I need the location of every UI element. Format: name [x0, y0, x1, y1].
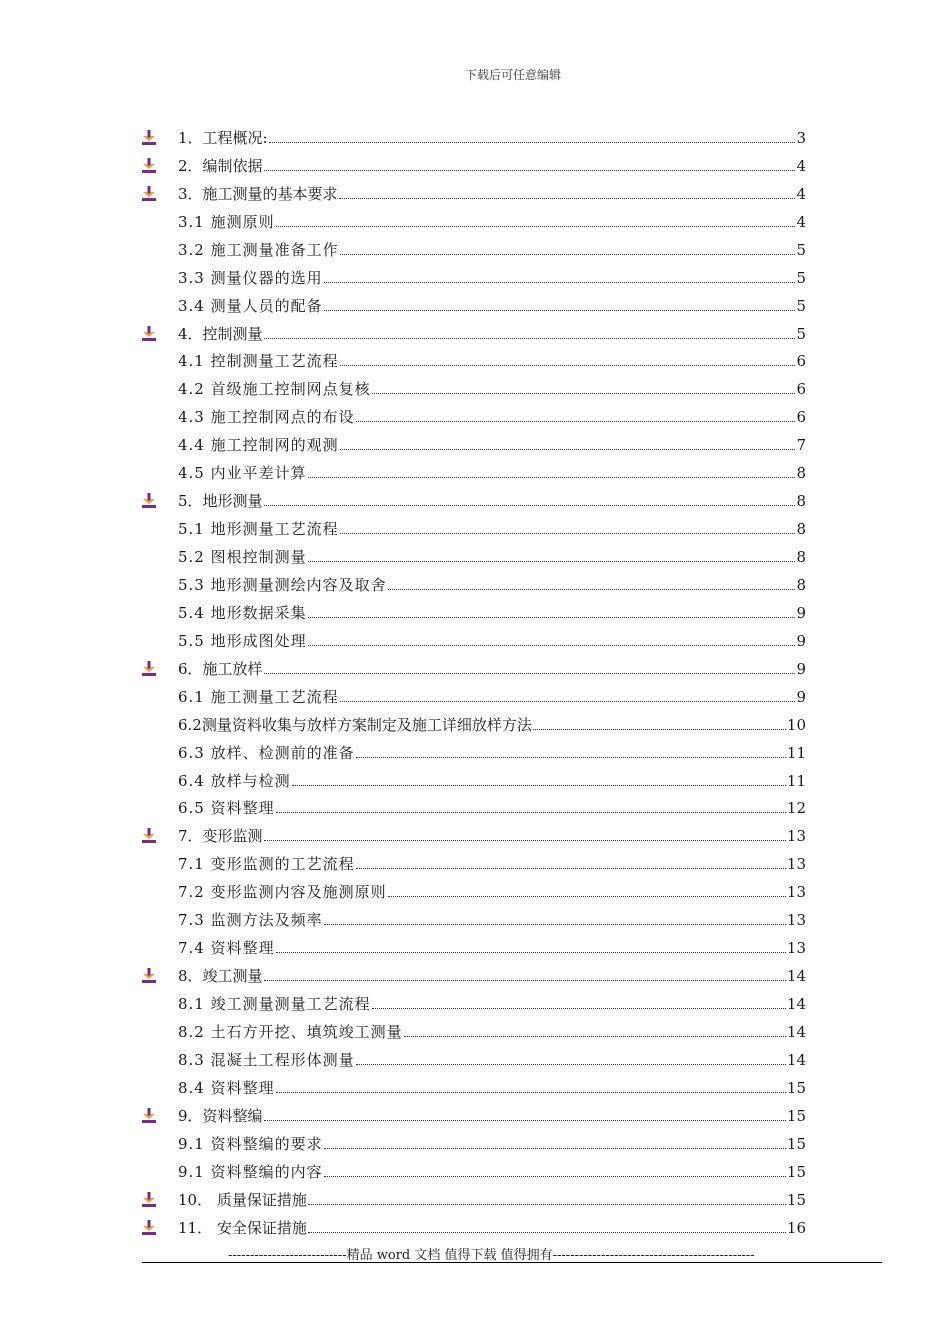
toc-page-number: 8 — [796, 492, 806, 511]
toc-entry-label: 2．编制依据 — [178, 156, 263, 175]
toc-entry[interactable] — [142, 1069, 806, 1097]
toc-entry[interactable] — [142, 1097, 806, 1125]
toc-entry-label: 6.3 放样、检测前的准备 — [178, 743, 355, 762]
toc-page-number: 3 — [796, 128, 806, 147]
toc-page-number: 8 — [796, 575, 806, 594]
toc-entry[interactable] — [142, 147, 806, 175]
indent-spacer — [142, 213, 178, 231]
toc-page-number: 12 — [786, 799, 806, 818]
toc-page-number: 4 — [796, 156, 806, 175]
dot-leader — [308, 617, 796, 618]
indent-spacer — [142, 380, 178, 398]
dot-leader — [264, 1120, 786, 1121]
dot-leader — [308, 477, 796, 478]
toc-page-number: 15 — [786, 1190, 806, 1209]
toc-entry[interactable] — [142, 538, 806, 566]
dot-leader — [276, 812, 786, 813]
indent-spacer — [142, 855, 178, 873]
toc-page-number: 15 — [786, 1106, 806, 1125]
indent-spacer — [142, 632, 178, 650]
toc-entry[interactable] — [142, 1125, 806, 1153]
toc-page-number: 6 — [796, 352, 806, 371]
toc-page-number: 9 — [796, 603, 806, 622]
toc-page-number: 13 — [786, 939, 806, 958]
footer-banner: ---------------------------精品 word 文档 值得下载 值得拥有---------------------------------------------- — [228, 1248, 755, 1263]
toc-page-number: 5 — [796, 324, 806, 343]
toc-entry-label: 6.4 放样与检测 — [178, 771, 291, 790]
toc-entry-label: 4.1 控制测量工艺流程 — [178, 352, 339, 371]
toc-page-number: 13 — [786, 883, 806, 902]
arrow-down-bullet-icon — [142, 185, 178, 203]
indent-spacer — [142, 744, 178, 762]
arrow-down-bullet-icon — [142, 1107, 178, 1125]
toc-entry-label: 7.4 资料整理 — [178, 939, 275, 958]
toc-page-number: 14 — [786, 967, 806, 986]
toc-entry[interactable] — [142, 678, 806, 706]
toc-page-number: 8 — [796, 520, 806, 539]
toc-entry[interactable] — [142, 119, 806, 147]
toc-entry-label: 3.1 施测原则 — [178, 212, 275, 231]
arrow-down-bullet-icon — [142, 129, 178, 147]
dot-leader — [340, 449, 796, 450]
dot-leader — [388, 896, 786, 897]
toc-entry[interactable] — [142, 482, 806, 510]
dot-leader — [372, 393, 796, 394]
toc-entry-label: 5.5 地形成图处理 — [178, 631, 307, 650]
toc-entry-label: 10． 质量保证措施 — [178, 1190, 307, 1209]
toc-entry-label: 5.4 地形数据采集 — [178, 603, 307, 622]
toc-page-number: 13 — [786, 855, 806, 874]
toc-page-number: 16 — [786, 1218, 806, 1237]
indent-spacer — [142, 520, 178, 538]
indent-spacer — [142, 241, 178, 259]
arrow-down-bullet-icon — [142, 1219, 178, 1237]
arrow-down-bullet-icon — [142, 157, 178, 175]
toc-entry[interactable] — [142, 873, 806, 901]
indent-spacer — [142, 548, 178, 566]
toc-entry[interactable] — [142, 957, 806, 985]
toc-entry[interactable] — [142, 398, 806, 426]
toc-entry-label: 4.3 施工控制网点的布设 — [178, 408, 355, 427]
toc-entry-label: 8.3 混凝土工程形体测量 — [178, 1050, 355, 1069]
dot-leader — [264, 980, 786, 981]
toc-page-number: 14 — [786, 1022, 806, 1041]
toc-entry[interactable] — [142, 1153, 806, 1181]
dot-leader — [324, 1176, 786, 1177]
dot-leader — [340, 254, 796, 255]
toc-entry-label: 8.4 资料整理 — [178, 1078, 275, 1097]
toc-entry[interactable] — [142, 1209, 806, 1237]
dot-leader — [372, 1008, 786, 1009]
dot-leader — [356, 421, 796, 422]
toc-entry[interactable] — [142, 1181, 806, 1209]
toc-page-number: 13 — [786, 911, 806, 930]
indent-spacer — [142, 939, 178, 957]
toc-entry[interactable] — [142, 175, 806, 203]
arrow-down-bullet-icon — [142, 967, 178, 985]
toc-entry[interactable] — [142, 203, 806, 231]
toc-entry-label: 5.2 图根控制测量 — [178, 548, 307, 566]
indent-spacer — [142, 436, 178, 454]
toc-entry[interactable] — [142, 901, 806, 929]
dot-leader — [269, 142, 796, 143]
toc-entry[interactable] — [142, 1041, 806, 1069]
dot-leader — [404, 1036, 786, 1037]
indent-spacer — [142, 352, 178, 370]
toc-entry-label: 3.2 施工测量准备工作 — [178, 240, 339, 259]
toc-entry[interactable] — [142, 370, 806, 398]
dot-leader — [340, 701, 796, 702]
dot-leader — [292, 785, 786, 786]
toc-page-number: 9 — [796, 631, 806, 650]
dot-leader — [276, 1092, 786, 1093]
toc-entry[interactable] — [142, 734, 806, 762]
toc-entry-label: 8．竣工测量 — [178, 967, 263, 986]
toc-entry-label: 9.1 资料整编的内容 — [178, 1162, 323, 1181]
toc-entry-label: 3.3 测量仪器的选用 — [178, 268, 323, 287]
arrow-down-bullet-icon — [142, 827, 178, 845]
toc-entry[interactable] — [142, 790, 806, 818]
toc-page-number: 4 — [796, 184, 806, 203]
dot-leader — [308, 1204, 786, 1205]
table-of-contents — [142, 119, 806, 1237]
toc-page-number: 8 — [796, 548, 806, 566]
toc-entry-label: 5．地形测量 — [178, 492, 263, 511]
toc-page-number: 5 — [796, 240, 806, 259]
toc-entry-label: 5.1 地形测量工艺流程 — [178, 520, 339, 539]
toc-page-number: 9 — [796, 659, 806, 678]
toc-entry-label: 7．变形监测 — [178, 827, 263, 846]
toc-entry-label: 6.2测量资料收集与放样方案制定及施工详细放样方法 — [178, 715, 532, 734]
indent-spacer — [142, 799, 178, 817]
toc-page-number: 11 — [786, 743, 806, 762]
toc-page-number: 10 — [786, 715, 806, 734]
toc-entry[interactable] — [142, 845, 806, 873]
toc-page-number: 6 — [796, 408, 806, 427]
toc-entry[interactable] — [142, 762, 806, 790]
dot-leader — [388, 589, 796, 590]
toc-page-number: 6 — [796, 380, 806, 399]
toc-entry-label: 3.4 测量人员的配备 — [178, 296, 323, 315]
dot-leader — [324, 282, 796, 283]
toc-entry[interactable] — [142, 817, 806, 845]
toc-page-number: 13 — [786, 827, 806, 846]
toc-entry-label: 11． 安全保证措施 — [178, 1218, 307, 1237]
toc-entry-label: 6．施工放样 — [178, 659, 263, 678]
toc-entry[interactable] — [142, 287, 806, 315]
dot-leader — [264, 170, 796, 171]
indent-spacer — [142, 464, 178, 482]
toc-entry[interactable] — [142, 622, 806, 650]
indent-spacer — [142, 1163, 178, 1181]
toc-entry-label: 3．施工测量的基本要求 — [178, 184, 338, 203]
dot-leader — [356, 1064, 786, 1065]
toc-entry[interactable] — [142, 929, 806, 957]
toc-entry[interactable] — [142, 594, 806, 622]
indent-spacer — [142, 688, 178, 706]
arrow-down-bullet-icon — [142, 660, 178, 678]
toc-entry[interactable] — [142, 454, 806, 482]
toc-entry-label: 8.1 竣工测量测量工艺流程 — [178, 995, 371, 1013]
toc-page-number: 8 — [796, 464, 806, 483]
toc-entry-label: 1．工程概况: — [178, 128, 268, 147]
toc-entry[interactable] — [142, 1013, 806, 1041]
arrow-down-bullet-icon — [142, 325, 178, 343]
toc-page-number: 9 — [796, 687, 806, 706]
dot-leader — [324, 924, 786, 925]
dot-leader — [340, 365, 796, 366]
toc-entry[interactable] — [142, 510, 806, 538]
footer-divider — [142, 1262, 882, 1263]
toc-page-number: 11 — [786, 771, 806, 790]
dot-leader — [324, 310, 796, 311]
toc-entry[interactable] — [142, 259, 806, 287]
toc-page-number: 15 — [786, 1162, 806, 1181]
dot-leader — [340, 533, 796, 534]
toc-page-number: 5 — [796, 268, 806, 287]
indent-spacer — [142, 1135, 178, 1153]
header-note: 下载后可任意编辑 — [464, 68, 561, 82]
dot-leader — [308, 561, 796, 562]
indent-spacer — [142, 1051, 178, 1069]
dot-leader — [356, 757, 786, 758]
toc-entry-label: 7.1 变形监测的工艺流程 — [178, 855, 355, 874]
toc-entry-label: 6.5 资料整理 — [178, 799, 275, 818]
toc-page-number: 4 — [796, 212, 806, 231]
toc-entry-label: 4.4 施工控制网的观测 — [178, 436, 339, 455]
toc-page-number: 5 — [796, 296, 806, 315]
toc-entry[interactable] — [142, 706, 806, 734]
toc-entry[interactable] — [142, 231, 806, 259]
indent-spacer — [142, 772, 178, 790]
dot-leader — [533, 729, 786, 730]
toc-entry-label: 9.1 资料整编的要求 — [178, 1134, 323, 1153]
toc-entry-label: 7.2 变形监测内容及施测原则 — [178, 883, 387, 902]
indent-spacer — [142, 297, 178, 315]
toc-entry[interactable] — [142, 343, 806, 371]
dot-leader — [308, 1232, 786, 1233]
indent-spacer — [142, 269, 178, 287]
dot-leader — [276, 226, 796, 227]
toc-entry[interactable] — [142, 566, 806, 594]
indent-spacer — [142, 911, 178, 929]
indent-spacer — [142, 995, 178, 1013]
indent-spacer — [142, 576, 178, 594]
indent-spacer — [142, 1023, 178, 1041]
indent-spacer — [142, 883, 178, 901]
toc-page-number: 14 — [786, 995, 806, 1013]
indent-spacer — [142, 1079, 178, 1097]
toc-page-number: 14 — [786, 1050, 806, 1069]
dot-leader — [356, 868, 786, 869]
toc-entry-label: 4.5 内业平差计算 — [178, 464, 307, 483]
arrow-down-bullet-icon — [142, 492, 178, 510]
dot-leader — [264, 338, 796, 339]
dot-leader — [264, 673, 796, 674]
toc-entry-label: 6.1 施工测量工艺流程 — [178, 687, 339, 706]
dot-leader — [264, 840, 786, 841]
toc-entry-label: 5.3 地形测量测绘内容及取舍 — [178, 575, 387, 594]
dot-leader — [308, 645, 796, 646]
toc-entry-label: 4.2 首级施工控制网点复核 — [178, 380, 371, 399]
toc-page-number: 15 — [786, 1078, 806, 1097]
toc-entry-label: 4．控制测量 — [178, 324, 263, 343]
toc-entry[interactable] — [142, 985, 806, 1013]
arrow-down-bullet-icon — [142, 1191, 178, 1209]
toc-page-number: 7 — [796, 436, 806, 455]
toc-entry[interactable] — [142, 426, 806, 454]
indent-spacer — [142, 408, 178, 426]
toc-entry[interactable] — [142, 315, 806, 343]
toc-entry-label: 9．资料整编 — [178, 1106, 263, 1125]
dot-leader — [324, 1148, 786, 1149]
dot-leader — [264, 505, 796, 506]
dot-leader — [276, 952, 786, 953]
toc-page-number: 15 — [786, 1134, 806, 1153]
indent-spacer — [142, 716, 178, 734]
toc-entry-label: 7.3 监测方法及频率 — [178, 911, 323, 930]
toc-entry[interactable] — [142, 650, 806, 678]
toc-entry-label: 8.2 土石方开挖、填筑竣工测量 — [178, 1022, 403, 1041]
dot-leader — [339, 198, 796, 199]
indent-spacer — [142, 604, 178, 622]
